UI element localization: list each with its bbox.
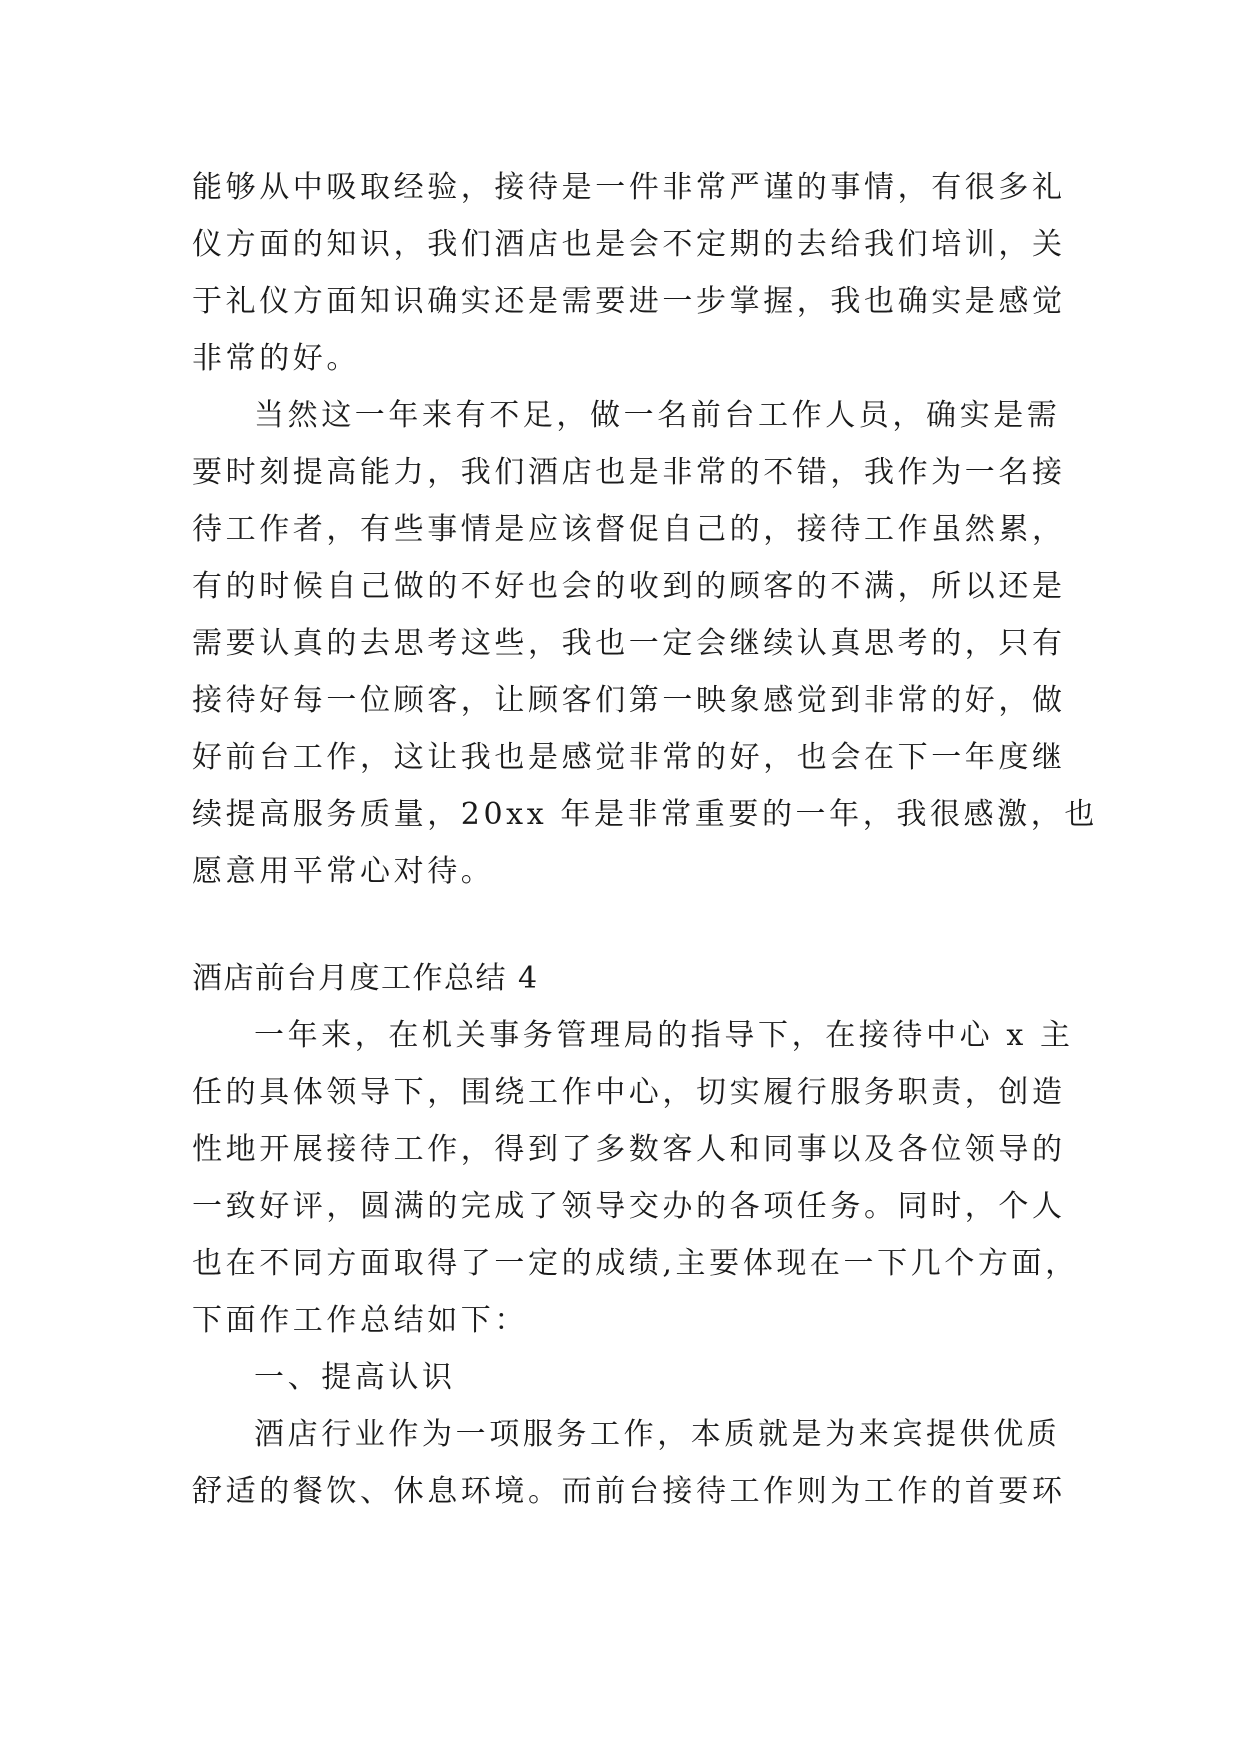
body-text-line: 能够从中吸取经验，接待是一件非常严谨的事情，有很多礼 xyxy=(192,170,1066,205)
body-text-line: 好前台工作，这让我也是感觉非常的好，也会在下一年度继 xyxy=(192,740,1066,775)
body-text-line: 接待好每一位顾客，让顾客们第一映象感觉到非常的好，做 xyxy=(192,683,1066,718)
body-text-line: 酒店行业作为一项服务工作，本质就是为来宾提供优质 xyxy=(254,1417,1061,1452)
body-text-line: 有的时候自己做的不好也会的收到的顾客的不满，所以还是 xyxy=(192,569,1066,604)
subsection-heading: 一、提高认识 xyxy=(254,1360,456,1395)
body-text-line: 仪方面的知识，我们酒店也是会不定期的去给我们培训，关 xyxy=(192,227,1066,262)
body-text-line: 要时刻提高能力，我们酒店也是非常的不错，我作为一名接 xyxy=(192,455,1066,490)
body-text-line: 性地开展接待工作，得到了多数客人和同事以及各位领导的 xyxy=(192,1132,1066,1167)
body-text-line: 任的具体领导下，围绕工作中心，切实履行服务职责，创造 xyxy=(192,1075,1066,1110)
body-text-line: 一致好评，圆满的完成了领导交办的各项任务。同时，个人 xyxy=(192,1189,1066,1224)
body-text-line: 非常的好。 xyxy=(192,341,360,376)
body-text-line: 也在不同方面取得了一定的成绩,主要体现在一下几个方面， xyxy=(192,1246,1079,1281)
body-text-line: 待工作者，有些事情是应该督促自己的，接待工作虽然累， xyxy=(192,512,1066,547)
body-text-line: 愿意用平常心对待。 xyxy=(192,854,495,889)
body-text-line: 于礼仪方面知识确实还是需要进一步掌握，我也确实是感觉 xyxy=(192,284,1066,319)
body-text-line: 续提高服务质量，20xx 年是非常重要的一年，我很感激，也 xyxy=(192,797,1098,832)
body-text-line: 当然这一年来有不足，做一名前台工作人员，确实是需 xyxy=(254,398,1061,433)
body-text-line: 需要认真的去思考这些，我也一定会继续认真思考的，只有 xyxy=(192,626,1066,661)
body-text-line: 舒适的餐饮、休息环境。而前台接待工作则为工作的首要环 xyxy=(192,1474,1066,1509)
body-text-line: 下面作工作总结如下： xyxy=(192,1303,528,1338)
body-text-line: 一年来，在机关事务管理局的指导下，在接待中心 x 主 xyxy=(254,1018,1074,1053)
section-heading: 酒店前台月度工作总结 4 xyxy=(192,961,539,996)
